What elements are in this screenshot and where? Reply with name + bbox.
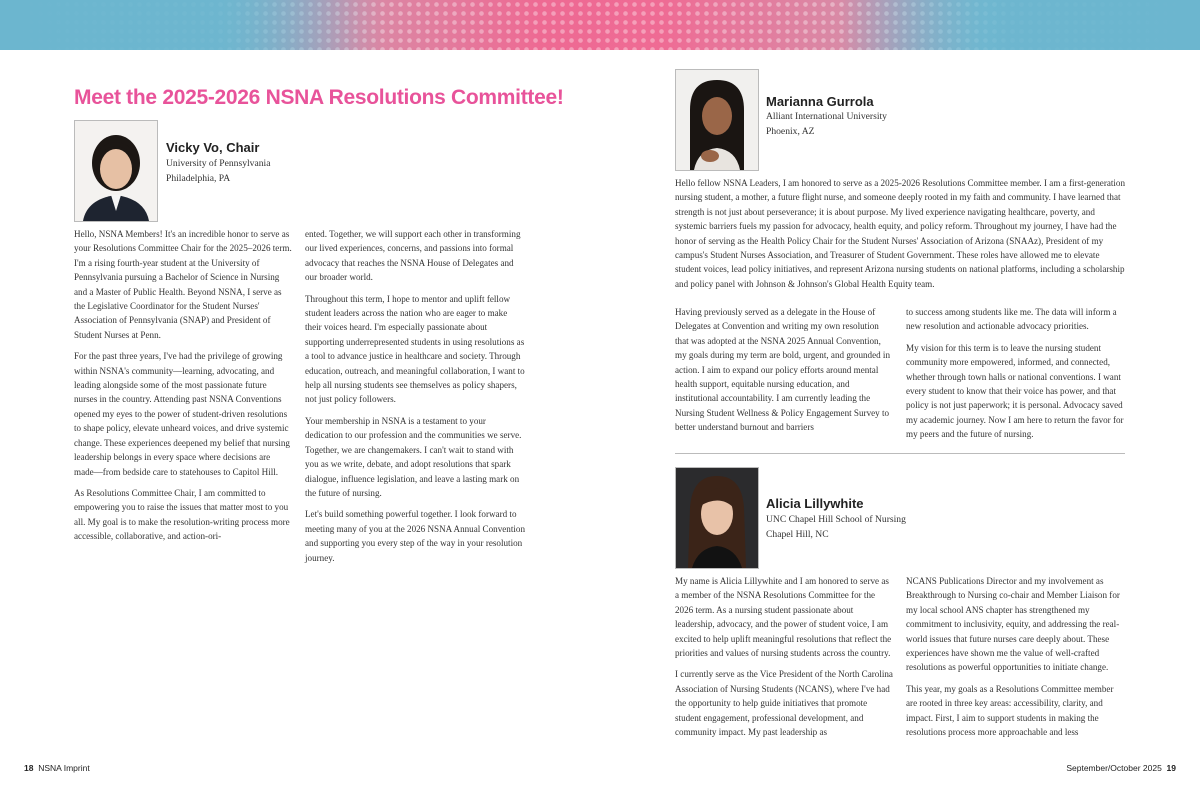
paragraph: Let's build something powerful together. I look forward to meeting many of you at the 2026 NSNA Annual Convention and supporting you every step of the way in your resolution journey. bbox=[305, 509, 525, 563]
vicky-photo bbox=[74, 120, 158, 222]
marianna-column-1 bbox=[675, 305, 893, 442]
vicky-name: Vicky Vo, Chair bbox=[166, 140, 260, 155]
paragraph: Hello, NSNA Members! It's an incredible honor to serve as your Resolutions Committee Chair for the 2025–2026 term. I'm a rising fourth-year student at the University of Pennsylvania pursuing a Bachelor of Science in Nursing and a Master of Public Health. Beyond NSNA, I serve as the Legislative Coordinator for the Student Nurses' Association of Pennsylvania (SNAP) and President of Student Nurses at Penn. bbox=[74, 229, 292, 340]
section-divider bbox=[675, 453, 1125, 454]
marianna-name: Marianna Gurrola bbox=[766, 94, 874, 109]
marianna-school: Alliant International University bbox=[766, 111, 887, 122]
alicia-column-1 bbox=[675, 574, 893, 746]
marianna-intro bbox=[675, 176, 1127, 291]
vicky-info bbox=[166, 156, 270, 186]
footer-left bbox=[24, 763, 90, 773]
paragraph: As Resolutions Committee Chair, I am committed to empowering you to raise the issues that matter most to you all. My goal is to make the resolution-writing process more accessible, collaborative, and action-ori- bbox=[74, 487, 290, 542]
alicia-info bbox=[766, 512, 906, 542]
marianna-photo bbox=[675, 69, 759, 171]
publication-title: NSNA Imprint bbox=[38, 763, 90, 773]
paragraph: Throughout this term, I hope to mentor and uplift fellow student leaders across the nation who are eager to make their voices heard. I'm especially passionate about supporting underrepresented students in using resolutions as a tool to advance justice in healthcare and society. Through education, outreach, and meaningful collaboration, I want to help all nursing students see themselves as policy shapers, not just policy followers. bbox=[305, 293, 525, 405]
vicky-column-1 bbox=[74, 227, 292, 551]
vicky-column-2 bbox=[305, 227, 525, 572]
paragraph: NCANS Publications Director and my involvement as Breakthrough to Nursing co-chair and Member Liaison for my local school ANS chapter has strengthened my commitment to inclusivity, equity, and addressing the real-world issues that future nurses care deeply about. These experiences have shown me the value of well-crafted resolutions as powerful opportunities to initiate change. bbox=[906, 576, 1120, 673]
paragraph: ented. Together, we will support each other in transforming our lived experiences, concerns, and passions into formal advocacy that reaches the NSNA House of Delegates and our broader world. bbox=[305, 229, 521, 283]
paragraph: Having previously served as a delegate in the House of Delegates at Convention and writing my own resolution that was adopted at the NSNA 2025 Annual Convention, my goals during my term are bold, urgent, and grounded in action. I aim to expand our policy efforts around mental health support, equitable nursing education, and institutional accountability. I am currently leading the Nursing Student Wellness & Policy Engagement Survey to better understand burnout and barriers bbox=[675, 307, 891, 433]
marianna-location: Phoenix, AZ bbox=[766, 126, 815, 137]
banner-fade bbox=[0, 0, 1200, 50]
page-title: Meet the 2025-2026 NSNA Resolutions Committee! bbox=[74, 86, 564, 109]
vicky-location: Philadelphia, PA bbox=[166, 173, 231, 184]
vicky-school: University of Pennsylvania bbox=[166, 158, 271, 169]
issue-date: September/October 2025 bbox=[1066, 763, 1162, 773]
page-number-left: 18 bbox=[24, 763, 34, 773]
paragraph: For the past three years, I've had the privilege of growing within NSNA's community—learning, advocating, and leading alongside some of the most passionate future nurses in the country. Attending past NSNA Conventions opened my eyes to the power of student-driven resolutions to shape policy, elevate unheard voices, and drive systemic change. These experiences deepened my belief that nursing leadership belongs in every space where decisions are made—from bedside care to statehouses to Capitol Hill. bbox=[74, 351, 290, 477]
header-banner bbox=[0, 0, 1200, 50]
paragraph: My vision for this term is to leave the nursing student community more empowered, informed, and connected, whether through town halls or national conventions. I want every student to know that their voice has power, and that policy is not just paperwork; it is personal. Advocacy saved my academic journey. Now I am here to return the favor for my peers and the future of nursing. bbox=[906, 342, 1124, 440]
alicia-column-2 bbox=[906, 574, 1126, 746]
paragraph: Hello fellow NSNA Leaders, I am honored to serve as a 2025-2026 Resolutions Committee member. I am a first-generation nursing student, a mother, a future flight nurse, and someone deeply rooted in my faith and community. I have learned that strength is not just about perseverance; it is about purpose. My lived experience navigating healthcare, poverty, and systemic barriers fuels my passion for advocacy, health equity, and policy reform. Throughout my journey, I have had the honor of serving as the Health Policy Chair for the Student Nurses' Association of Arizona (SNAAz), President of my campus's Student Nurses Association, and Treasurer of Student Government. These roles have allowed me to elevate student voices, lead policy initiatives, and represent Arizona nursing students on national platforms, including a scholarship and policy panel with Johnson & Johnson's Global Health Equity team. bbox=[675, 178, 1126, 289]
alicia-name: Alicia Lillywhite bbox=[766, 496, 864, 511]
paragraph: I currently serve as the Vice President of the North Carolina Association of Nursing Students (NCANS), where I've had the opportunity to help guide initiatives that promote student engagement, professional development, and community impact. My past leadership as bbox=[675, 669, 893, 738]
paragraph: My name is Alicia Lillywhite and I am honored to serve as a member of the NSNA Resolutions Committee for the 2026 term. As a nursing student passionate about leadership, advocacy, and the power of student voice, I am excited to help uplift meaningful resolutions that reflect the priorities and values of nursing students across the country. bbox=[675, 576, 892, 659]
paragraph: Your membership in NSNA is a testament to your dedication to our profession and the communities we serve. Together, we are changemakers. I can't wait to stand with you as we write, debate, and adopt resolutions that spark dialogue, influence legislation, and leave a lasting mark on the future of nursing. bbox=[305, 415, 522, 498]
paragraph: This year, my goals as a Resolutions Committee member are rooted in three key areas: accessibility, clarity, and impact. First, I aim to support students in making the resolutions process more approachable and less bbox=[906, 683, 1114, 738]
alicia-photo bbox=[675, 467, 759, 569]
footer-right bbox=[1066, 763, 1176, 773]
paragraph: to success among students like me. The data will inform a new resolution and actionable advocacy priorities. bbox=[906, 307, 1117, 332]
page-number-right: 19 bbox=[1166, 763, 1176, 773]
alicia-location: Chapel Hill, NC bbox=[766, 529, 829, 540]
marianna-column-2 bbox=[906, 305, 1126, 449]
marianna-info bbox=[766, 109, 887, 139]
alicia-school: UNC Chapel Hill School of Nursing bbox=[766, 514, 906, 525]
